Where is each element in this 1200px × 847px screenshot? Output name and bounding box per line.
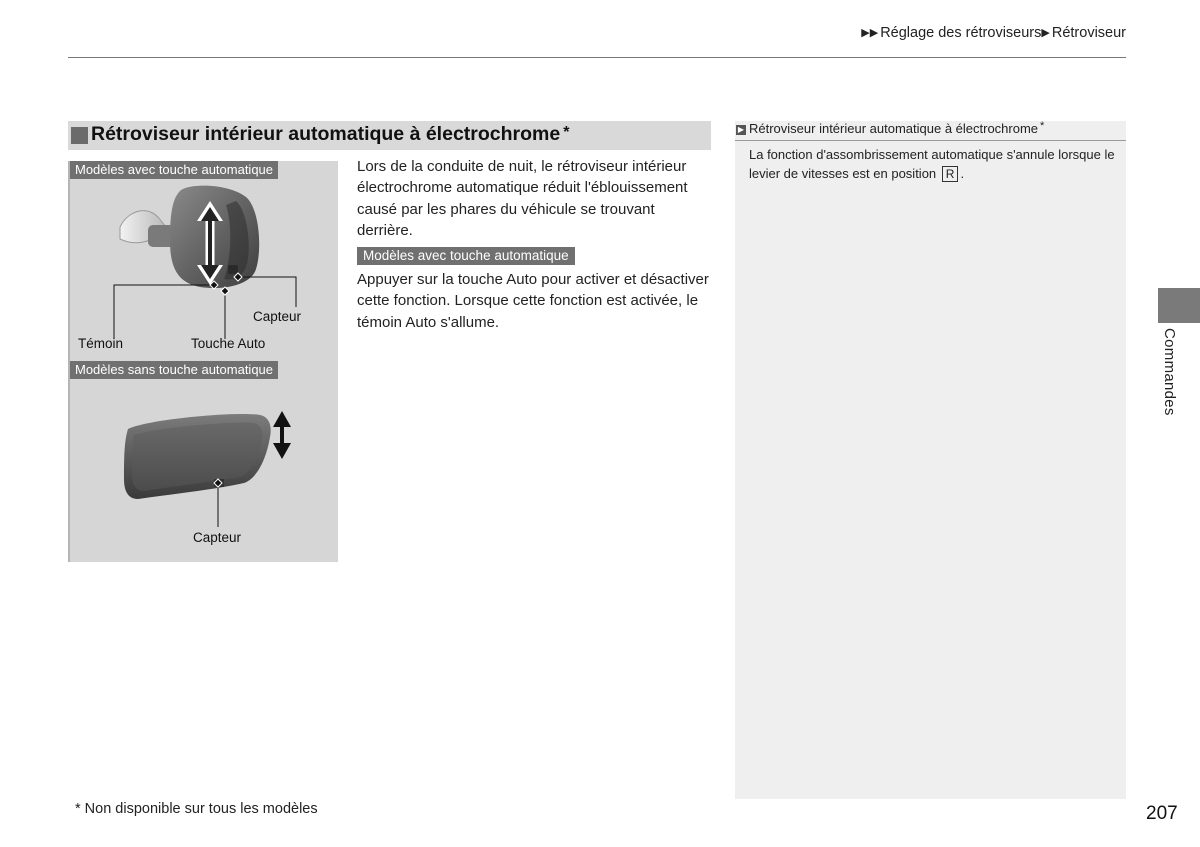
side-note-text: La fonction d'assombrissement automatique s'annule lorsque le levier de vitesses est en position bbox=[749, 147, 1115, 181]
square-bullet-icon bbox=[71, 127, 88, 144]
label-sensor-bottom: Capteur bbox=[193, 530, 242, 545]
page-number: 207 bbox=[1146, 803, 1178, 824]
auto-button-callout-dot bbox=[221, 287, 229, 295]
breadcrumb-item-mirror-adjustment[interactable]: Réglage des rétroviseurs bbox=[880, 25, 1042, 41]
tag-models-with-auto-button: Modèles avec touche automatique bbox=[70, 161, 278, 179]
side-note-text-end: . bbox=[960, 165, 965, 181]
body-paragraph-night-driving: Lors de la conduite de nuit, le rétroviseur intérieur électrochrome automatique réduit l'éblouissement causé par les phares du véhicule se trouvant derrière. bbox=[357, 158, 688, 239]
auto-button-shape bbox=[228, 265, 238, 274]
illustration-panel bbox=[68, 161, 338, 562]
double-triangle-icon: ▶▶ bbox=[861, 27, 879, 39]
footnote: * Non disponible sur tous les modèles bbox=[75, 801, 318, 817]
section-title-bar bbox=[68, 121, 711, 150]
header-divider bbox=[68, 57, 1126, 58]
side-note-heading-text: Rétroviseur intérieur automatique à électrochrome bbox=[749, 121, 1039, 136]
mirror-without-auto-button bbox=[124, 411, 291, 527]
label-indicator: Témoin bbox=[78, 336, 124, 351]
breadcrumb bbox=[861, 25, 1126, 41]
vertical-arrow-icon bbox=[273, 411, 291, 459]
breadcrumb-item-rearview-mirror[interactable]: Rétroviseur bbox=[1051, 25, 1126, 41]
body-paragraph-auto-button: Appuyer sur la touche Auto pour activer et désactiver cette fonction. Lorsque cette fonction est activée, le témoin Auto s'allume. bbox=[357, 271, 709, 331]
chapter-tab[interactable] bbox=[1158, 288, 1200, 323]
label-sensor-top: Capteur bbox=[253, 309, 302, 324]
gear-position-r-icon: R bbox=[942, 166, 959, 182]
reference-arrow-icon: ▶ bbox=[737, 125, 745, 134]
side-note-footnote-mark: * bbox=[1040, 120, 1045, 132]
body-tag-models-with-auto-button: Modèles avec touche automatique bbox=[357, 247, 575, 265]
chapter-tab-label-text: Commandes bbox=[1161, 328, 1178, 416]
side-note-heading[interactable] bbox=[735, 121, 1126, 141]
section-title-footnote-mark: * bbox=[563, 124, 570, 141]
label-auto-button: Touche Auto bbox=[191, 336, 266, 351]
triangle-icon: ▶ bbox=[1041, 27, 1050, 39]
chapter-tab-label bbox=[1160, 328, 1180, 438]
side-note-body bbox=[749, 146, 1119, 183]
tag-models-without-auto-button: Modèles sans touche automatique bbox=[70, 361, 278, 379]
section-title-text: Rétroviseur intérieur automatique à électrochrome bbox=[91, 123, 561, 145]
section-title bbox=[91, 123, 569, 146]
side-note-column bbox=[735, 121, 1126, 799]
